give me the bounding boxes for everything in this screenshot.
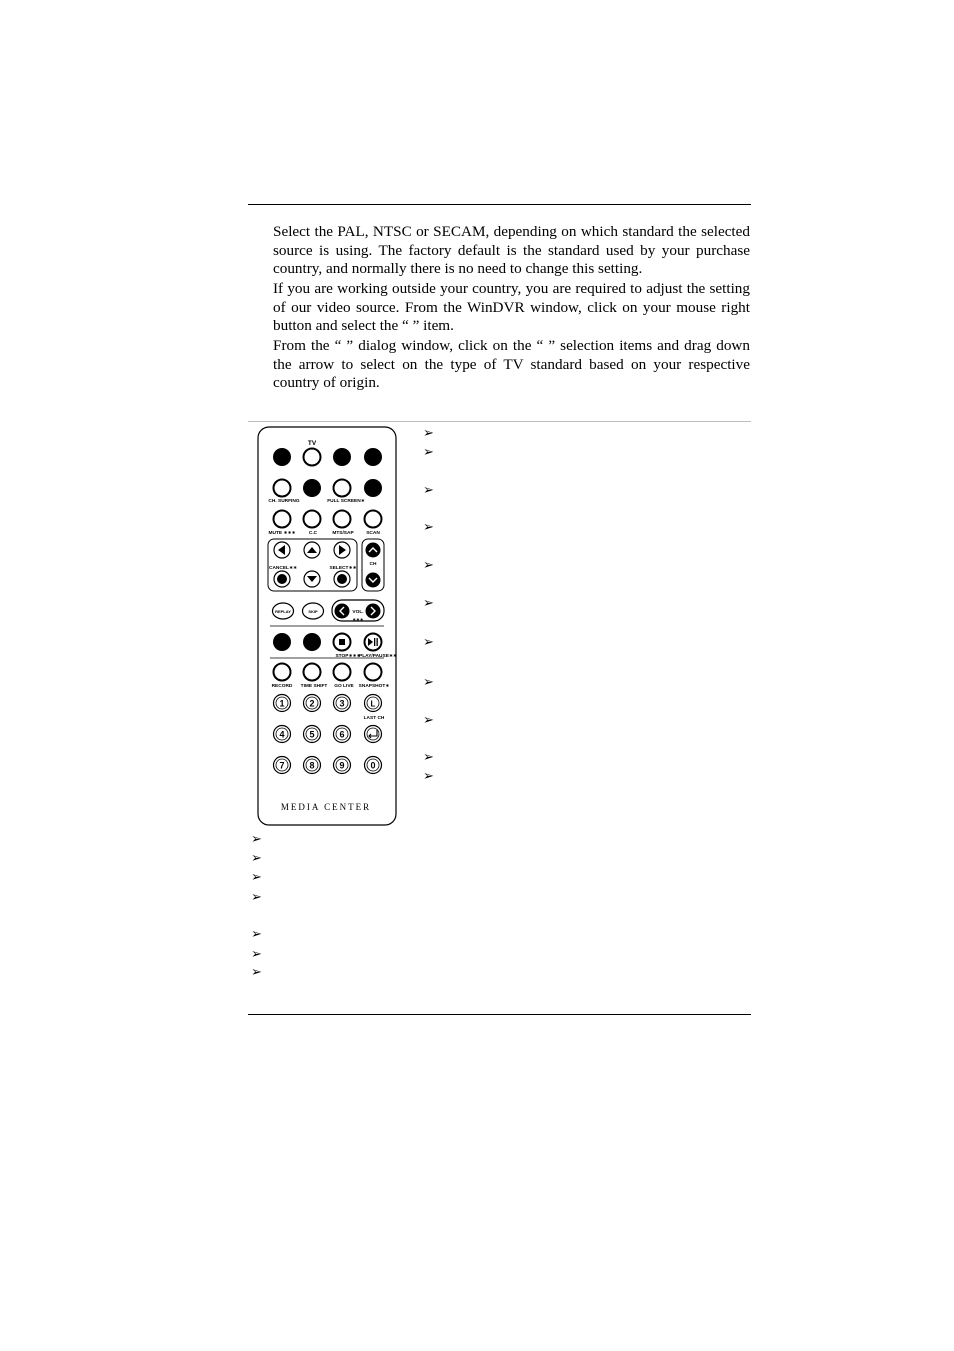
full-screen-label: FULL SCREEN∗	[327, 499, 365, 504]
digit-label: 5	[309, 729, 315, 740]
digit-label: 9	[339, 760, 345, 771]
vol-label: VOL.	[352, 610, 364, 615]
ch-label: CH	[369, 562, 377, 567]
digit-label: 7	[279, 760, 285, 771]
select-label: SELECT∗∗	[329, 566, 357, 571]
go-live-button	[334, 664, 351, 681]
digit-label: 6	[339, 729, 345, 740]
bullet-arrow-icon: ➢	[423, 596, 434, 611]
bullet-arrow-icon: ➢	[423, 483, 434, 498]
record-label: RECORD	[271, 684, 293, 689]
tv-label: TV	[307, 440, 317, 447]
digit-label: 8	[309, 760, 315, 771]
record-button	[274, 664, 291, 681]
remote-button	[273, 633, 291, 651]
paragraph-dialog-window: From the “ ” dialog window, click on the “ ” selection items and drag down the arrow to select on the type of TV standard based on your respective country of origin.	[273, 337, 750, 392]
bullet-arrow-icon: ➢	[423, 675, 434, 690]
bullet-arrow-icon: ➢	[251, 965, 262, 980]
remote-button	[303, 633, 321, 651]
bullet-arrow-icon: ➢	[251, 890, 262, 905]
mts-sap-label: MTS/SAP	[332, 531, 354, 536]
remote-button	[303, 479, 321, 497]
scan-label: SCAN	[366, 531, 380, 536]
top-rule	[248, 204, 751, 205]
remote-button	[333, 448, 351, 466]
bullet-arrow-icon: ➢	[251, 870, 262, 885]
cc-label: C.C	[308, 531, 318, 536]
time-shift-label: TIME SHIFT	[300, 684, 328, 689]
full-screen-button	[334, 480, 351, 497]
digit-label: 4	[279, 729, 285, 740]
last-ch-label: LAST CH	[363, 716, 385, 721]
remote-button	[364, 479, 382, 497]
snapshot-label: SNAPSHOT∗	[358, 684, 390, 689]
media-center-brand: MEDIA CENTER	[280, 802, 372, 812]
volume-down-button	[335, 604, 350, 619]
mts-sap-button	[334, 511, 351, 528]
mute-button	[274, 511, 291, 528]
ch-surfing-label: CH. SURFING	[268, 499, 300, 504]
scan-button	[365, 511, 382, 528]
bullet-arrow-icon: ➢	[251, 947, 262, 962]
tv-button	[304, 449, 321, 466]
remote-control-illustration	[256, 426, 400, 828]
bullet-arrow-icon: ➢	[423, 769, 434, 784]
bullet-arrow-icon: ➢	[423, 426, 434, 441]
cancel-label: CANCEL∗∗	[268, 566, 298, 571]
replay-label: REPLAY	[275, 609, 291, 614]
volume-up-button	[366, 604, 381, 619]
bullet-arrow-icon: ➢	[423, 635, 434, 650]
bullet-arrow-icon: ➢	[423, 520, 434, 535]
digit-label: 2	[309, 698, 315, 709]
select-dot-icon	[337, 574, 347, 584]
digit-label: 0	[370, 760, 376, 771]
cc-button	[304, 511, 321, 528]
remote-button	[273, 448, 291, 466]
bullet-arrow-icon: ➢	[251, 927, 262, 942]
bullet-arrow-icon: ➢	[251, 832, 262, 847]
section-rule	[248, 421, 751, 422]
bullet-arrow-icon: ➢	[423, 558, 434, 573]
vol-marks: ∗∗∗	[352, 617, 364, 622]
stop-label: STOP∗∗∗	[335, 654, 361, 659]
stop-icon	[339, 639, 345, 645]
bottom-rule	[248, 1014, 751, 1015]
remote-button	[364, 448, 382, 466]
bullet-arrow-icon: ➢	[423, 445, 434, 460]
last-ch-key-label: L	[370, 699, 376, 709]
cancel-dot-icon	[277, 574, 287, 584]
ch-surfing-button	[274, 480, 291, 497]
bullet-arrow-icon: ➢	[423, 713, 434, 728]
paragraph-standard: Select the PAL, NTSC or SECAM, depending on which standard the selected source is using. The factory default is the standard used by your purchase country, and normally there is no need to change this setting.	[273, 223, 750, 278]
channel-down-button	[366, 573, 381, 588]
mute-label: MUTE ∗∗∗	[268, 531, 296, 536]
snapshot-button	[365, 664, 382, 681]
bullet-arrow-icon: ➢	[423, 750, 434, 765]
skip-label: SKIP	[308, 609, 318, 614]
go-live-label: GO LIVE	[334, 684, 354, 689]
digit-label: 1	[279, 698, 285, 709]
digit-label: 3	[339, 698, 345, 709]
play-pause-label: PLAY/PAUSE∗∗	[359, 654, 397, 659]
bullet-arrow-icon: ➢	[251, 851, 262, 866]
channel-up-button	[366, 543, 381, 558]
time-shift-button	[304, 664, 321, 681]
paragraph-outside-country: If you are working outside your country, you are required to adjust the setting of our video source. From the WinDVR window, click on your mouse right button and select the “ ” item.	[273, 280, 750, 335]
